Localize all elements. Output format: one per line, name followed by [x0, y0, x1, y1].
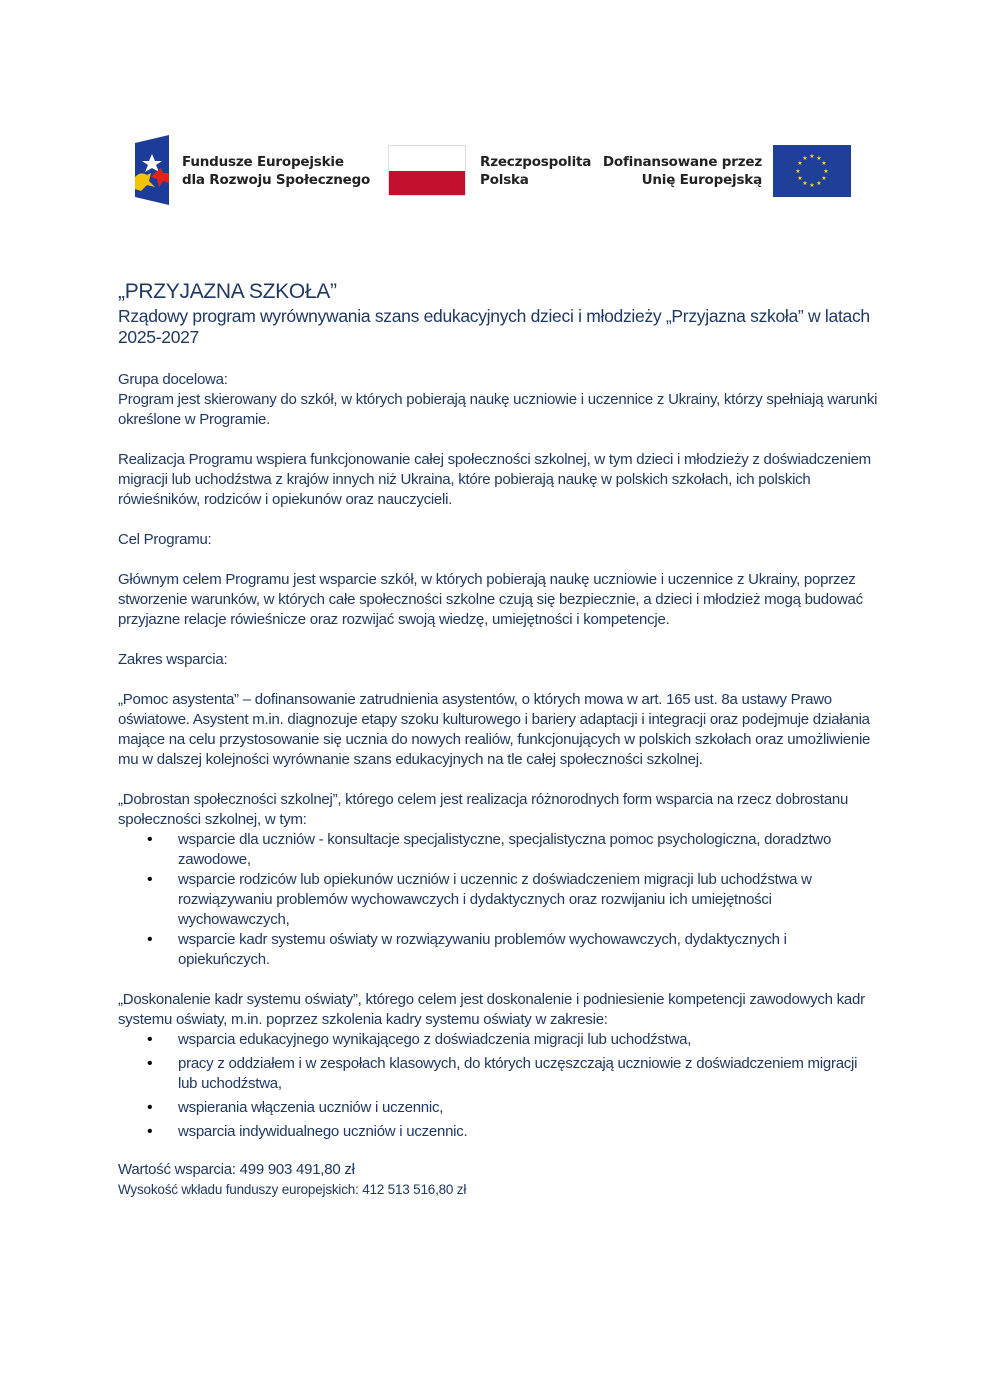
goal-text: Głównym celem Programu jest wsparcie szkół, w których pobierają naukę uczniowie i uczennice z Ukrainy, poprzez stworzenie warunków, w których całe społeczności szkolne czują się bezpiecznie, a dzieci i młodzież mogą budować przyjazne relacje rówieśnicze oraz rozwijać swoją wiedzę, umiejętności i kompetencje.: [118, 571, 863, 628]
svg-text:★: ★: [797, 160, 803, 167]
svg-text:★: ★: [809, 182, 815, 189]
list-item: • pracy z oddziałem i w zespołach klasowych, do których uczęszczają uczniowie z doświadczeniem migracji lub uchodźstwa,: [118, 1054, 878, 1094]
svg-text:★: ★: [816, 155, 822, 162]
pl-logo-text: [480, 153, 591, 189]
svg-text:★: ★: [823, 168, 829, 175]
fe-logo-text: [182, 153, 370, 189]
training-list: [118, 1030, 878, 1142]
goal-heading: Cel Programu:: [118, 531, 212, 548]
list-item: • wsparcia indywidualnego uczniów i uczennic.: [118, 1122, 878, 1142]
eu-logo-line2: Unię Europejską: [641, 172, 762, 188]
target-group-heading: Grupa docelowa:: [118, 371, 228, 388]
eu-logo-line1: Dofinansowane przez: [602, 154, 762, 170]
eu-logo-text: [600, 153, 762, 189]
fe-logo-line2: dla Rozwoju Społecznego: [182, 172, 371, 188]
pl-logo-line2: Polska: [480, 172, 529, 188]
svg-text:★: ★: [802, 180, 808, 187]
funding-eu-contribution: Wysokość wkładu funduszy europejskich: 412 513 516,80 zł: [118, 1182, 467, 1197]
logo-bar: [0, 132, 989, 207]
realization-paragraph: Realizacja Programu wspiera funkcjonowanie całej społeczności szkolnej, w tym dzieci i młodzieży z doświadczeniem migracji lub uchodźstwa z krajów innych niż Ukraina, które pobierają naukę w polskich szkołach, ich polskich rówieśników, rodziców i opiekunów oraz nauczycieli.: [118, 451, 871, 508]
scope-heading: Zakres wsparcia:: [118, 651, 228, 668]
assistant-paragraph: „Pomoc asystenta” – dofinansowanie zatrudnienia asystentów, o których mowa w art. 165 ust. 8a ustawy Prawo oświatowe. Asystent m.in. diagnozuje etapy szoku kulturowego i bariery adaptacji i integracji oraz podejmuje działania mające na celu przystosowanie się ucznia do nowych realiów, funkcjonujących w polskich szkołach oraz umożliwienie mu w dalszej kolejności wyrównanie szans edukacyjnych na tle całej społeczności szkolnej.: [118, 691, 871, 768]
svg-text:★: ★: [821, 160, 827, 167]
page-subtitle: Rządowy program wyrównywania szans edukacyjnych dzieci i młodzieży „Przyjazna szkoła” w latach 2025-2027: [118, 306, 870, 347]
svg-text:★: ★: [795, 168, 801, 175]
fe-logo-line1: Fundusze Europejskie: [182, 154, 344, 170]
target-group-text: Program jest skierowany do szkół, w których pobierają naukę uczniowie i uczennice z Ukrainy, którzy spełniają warunki określone w Programie.: [118, 391, 878, 428]
page-title: „PRZYJAZNA SZKOŁA”: [118, 280, 337, 303]
polish-flag-icon: [388, 145, 466, 196]
list-item: • wsparcie dla uczniów - konsultacje specjalistyczne, specjalistyczna pomoc psychologiczna, doradztwo zawodowe,: [118, 830, 878, 870]
fe-logo-icon: [135, 135, 171, 205]
wellbeing-list: [118, 830, 878, 970]
eu-flag-icon: [773, 145, 851, 197]
list-item: • wspierania włączenia uczniów i uczennic,: [118, 1098, 878, 1118]
svg-text:★: ★: [809, 153, 815, 160]
training-intro: „Doskonalenie kadr systemu oświaty”, którego celem jest doskonalenie i podniesienie kompetencji zawodowych kadr systemu oświaty, m.in. poprzez szkolenia kadry systemu oświaty w zakresie:: [118, 991, 865, 1028]
list-item: • wsparcie kadr systemu oświaty w rozwiązywaniu problemów wychowawczych, dydaktycznych i opiekuńczych.: [118, 930, 878, 970]
svg-text:★: ★: [821, 175, 827, 182]
list-item: • wsparcie rodziców lub opiekunów uczniów i uczennic z doświadczeniem migracji lub uchodźstwa w rozwiązywaniu problemów wychowawczych i dydaktycznych oraz rozwijaniu ich umiejętności wychowawczych,: [118, 870, 878, 930]
svg-text:★: ★: [816, 180, 822, 187]
pl-logo-line1: Rzeczpospolita: [480, 154, 592, 170]
wellbeing-intro: „Dobrostan społeczności szkolnej”, którego celem jest realizacja różnorodnych form wsparcia na rzecz dobrostanu społeczności szkolnej, w tym:: [118, 791, 849, 828]
funding-total: Wartość wsparcia: 499 903 491,80 zł: [118, 1161, 355, 1178]
document-body: [118, 280, 878, 1199]
svg-text:★: ★: [802, 155, 808, 162]
list-item: • wsparcia edukacyjnego wynikającego z doświadczenia migracji lub uchodźstwa,: [118, 1030, 878, 1050]
svg-text:★: ★: [797, 175, 803, 182]
